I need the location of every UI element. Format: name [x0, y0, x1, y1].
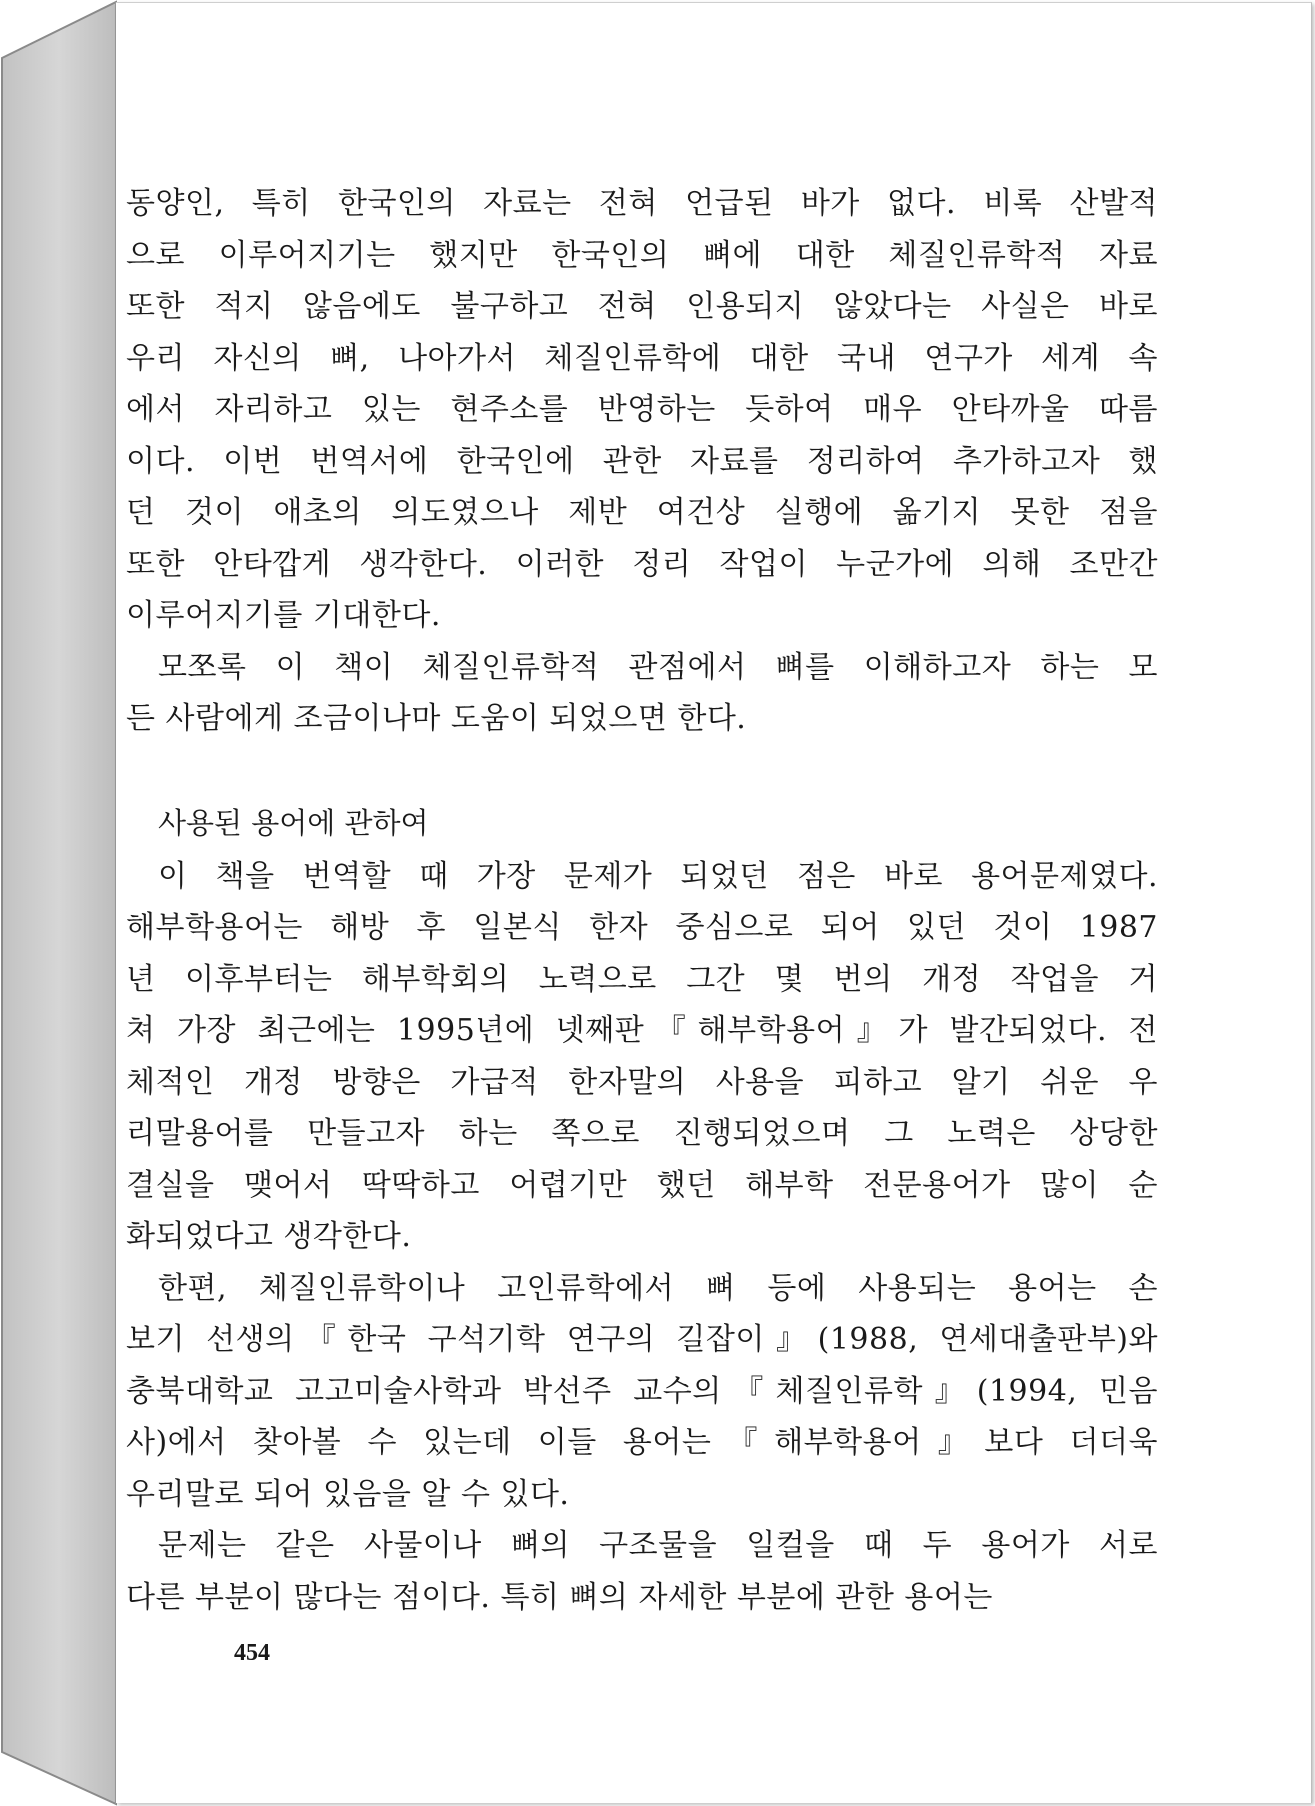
page-body-text — [126, 178, 1158, 1623]
text-line: 해부학용어는 해방 후 일본식 한자 중심으로 되어 있던 것이 1987 — [126, 910, 1158, 945]
text-line: 다른 부분이 많다는 점이다. 특히 뼈의 자세한 부분에 관한 용어는 — [126, 1579, 993, 1615]
text-line: 리말용어를 만들고자 하는 쪽으로 진행되었으며 그 노력은 상당한 — [126, 1116, 1158, 1151]
text-line: 우리 자신의 뼈, 나아가서 체질인류학에 대한 국내 연구가 세계 속 — [126, 340, 1158, 376]
text-line: 동양인, 특히 한국인의 자료는 전혀 언급된 바가 없다. 비록 산발적 — [126, 186, 1158, 221]
text-line: 사)에서 찾아볼 수 있는데 이들 용어는『해부학용어』보다 더더욱 — [126, 1425, 1158, 1460]
text-line: 한편, 체질인류학이나 고인류학에서 뼈 등에 사용되는 용어는 손 — [158, 1270, 1158, 1306]
text-line: 우리말로 되어 있음을 알 수 있다. — [126, 1476, 570, 1512]
text-line: 든 사람에게 조금이나마 도움이 되었으면 한다. — [126, 701, 747, 736]
text-line: 으로 이루어지기는 했지만 한국인의 뼈에 대한 체질인류학적 자료 — [126, 237, 1158, 273]
text-line: 또한 안타깝게 생각한다. 이러한 정리 작업이 누군가에 의해 조만간 — [126, 546, 1158, 582]
page-number: 454 — [234, 1640, 270, 1666]
text-line: 에서 자리하고 있는 현주소를 반영하는 듯하여 매우 안타까울 따름 — [126, 392, 1158, 427]
text-line: 년 이후부터는 해부학회의 노력으로 그간 몇 번의 개정 작업을 거 — [126, 961, 1158, 997]
text-line: 이다. 이번 번역서에 한국인에 관한 자료를 정리하여 추가하고자 했 — [126, 443, 1158, 479]
text-line: 쳐 가장 최근에는 1995년에 넷째판『해부학용어』가 발간되었다. 전 — [126, 1013, 1158, 1048]
text-line: 던 것이 애초의 의도였으나 제반 여건상 실행에 옮기지 못한 점을 — [126, 495, 1158, 530]
text-line: 또한 적지 않음에도 불구하고 전혀 인용되지 않았다는 사실은 바로 — [126, 289, 1158, 324]
text-line: 보기 선생의『한국 구석기학 연구의 길잡이』(1988, 연세대출판부)와 — [126, 1322, 1158, 1357]
section-heading: 사용된 용어에 관하여 — [158, 805, 429, 840]
text-line: 충북대학교 고고미술사학과 박선주 교수의『체질인류학』(1994, 민음 — [126, 1373, 1158, 1409]
text-line: 문제는 같은 사물이나 뼈의 구조물을 일컬을 때 두 용어가 서로 — [158, 1528, 1158, 1563]
text-line: 이루어지기를 기대한다. — [126, 598, 441, 633]
text-line: 화되었다고 생각한다. — [126, 1219, 412, 1254]
text-line: 이 책을 번역할 때 가장 문제가 되었던 점은 바로 용어문제였다. — [158, 858, 1158, 894]
text-line: 결실을 맺어서 딱딱하고 어렵기만 했던 해부학 전문용어가 많이 순 — [126, 1167, 1158, 1203]
text-line: 모쪼록 이 책이 체질인류학적 관점에서 뼈를 이해하고자 하는 모 — [158, 649, 1158, 685]
section-spacer — [126, 745, 1158, 795]
text-line: 체적인 개정 방향은 가급적 한자말의 사용을 피하고 알기 쉬운 우 — [126, 1064, 1158, 1100]
book-spine — [0, 0, 118, 1806]
